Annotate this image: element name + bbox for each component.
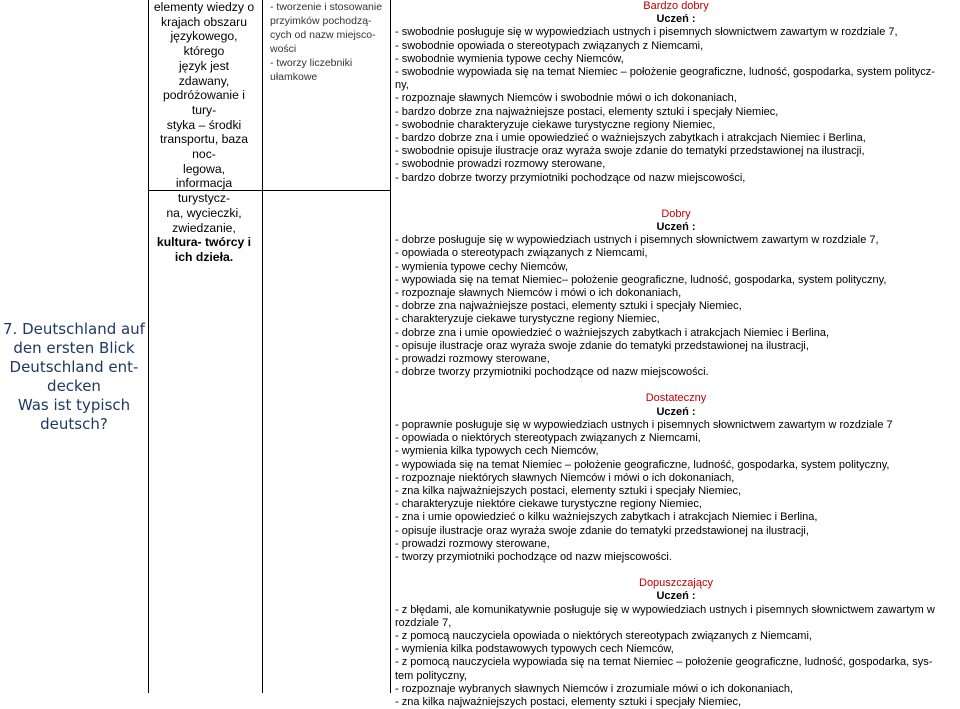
criterion-line: - swobodnie wypowiada się na temat Niemiec – położenie geograficzne, ludność, gospodarka, system politycz- [395,66,935,79]
content-line: styka – środki [166,117,242,132]
column-divider [148,0,149,693]
student-label: Uczeń : [656,590,696,603]
content-line: zwiedzanie, [172,220,236,235]
topic-line: Deutschland ent- [9,358,139,376]
content-line: zdawany, [178,73,230,88]
content-line: kultura- twórcy i [156,235,252,250]
grade-block-dopuszczajacy [395,577,957,709]
criterion-line: tem polityczny, [395,669,467,682]
grammar-line: - tworzenie i stosowanie [270,1,383,13]
criterion-line: - zna i umie opowiedzieć o kilku ważniejszych zabytkach i atrakcjach Niemiec i Berlina, [395,511,818,524]
content-line: transportu, baza noc- [159,132,249,162]
topic-cell [0,320,148,434]
criterion-line: - bardzo dobrze tworzy przymiotniki pochodzące od nazw miejscowości, [395,171,746,184]
content-line: na, wycieczki, [166,205,242,220]
criterion-line: - z pomocą nauczyciela opowiada o niektórych stereotypach związanych z Niemcami, [395,629,812,642]
criterion-line: - swobodnie charakteryzuje ciekawe turystyczne regiony Niemiec, [395,118,716,131]
grade-block-dobry [395,208,957,380]
criteria-cell [395,0,957,709]
criterion-line: - swobodnie opisuje ilustracje oraz wyraża swoje zdanie do tematyki przedstawionej na ilustracji, [395,145,865,158]
criterion-line: - swobodnie prowadzi rozmowy sterowane, [395,158,606,171]
content-line: legowa, [182,161,225,176]
criterion-line: - opisuje ilustracje oraz wyraża swoje zdanie do tematyki przedstawionej na ilustracji, [395,524,809,537]
topic-line: den ersten Blick [13,339,135,357]
criterion-line: - wymienia typowe cechy Niemców, [395,260,569,273]
grammar-line: ułamkowe [270,71,318,83]
content-line: język jest [178,58,230,73]
content-line: informacja turystycz- [175,176,233,206]
criterion-line: - poprawnie posługuje się w wypowiedziach ustnych i pisemnych słownictwem zawartym w rozdziale 7 [395,418,893,431]
criterion-line: - rozpoznaje niektórych sławnych Niemców i mówi o ich dokonaniach, [395,471,735,484]
criterion-line: - z błędami, ale komunikatywnie posługuje się w wypowiedziach ustnych i pisemnych słownictwem zawartym w [395,603,935,616]
topic-line: decken [47,377,101,395]
grade-title: Bardzo dobry [643,0,709,12]
criterion-line: - swobodnie posługuje się w wypowiedziach ustnych i pisemnych słownictwem zawartym w rozdziale 7, [395,26,898,39]
criterion-line: - zna kilka najważniejszych postaci, elementy sztuki i specjały Niemiec, [395,695,742,708]
criterion-line: - rozpoznaje wybranych sławnych Niemców i zrozumiale mówi o ich dokonaniach, [395,682,794,695]
criterion-line: - opisuje ilustracje oraz wyraża swoje zdanie do tematyki przedstawionej na ilustracji, [395,339,809,352]
criterion-line: - swobodnie opowiada o stereotypach związanych z Niemcami, [395,39,704,52]
grade-title: Dopuszczający [639,577,713,590]
content-cell [152,0,256,265]
criterion-line: - rozpoznaje sławnych Niemców i swobodnie mówi o ich dokonaniach, [395,92,737,105]
grade-title: Dostateczny [645,392,707,405]
student-label: Uczeń : [656,405,696,418]
grammar-line: przyimków pochodzą- [270,15,372,27]
grammar-line: - tworzy liczebniki [270,57,353,69]
criterion-line: - swobodnie wymienia typowe cechy Niemców, [395,52,624,65]
criterion-line: - wypowiada się na temat Niemiec– położenie geograficzne, ludność, gospodarka, system polityczny, [395,273,887,286]
grammar-line: cych od nazw miejsco- [270,29,376,41]
grade-block-dostateczny [395,392,957,564]
criterion-line: - dobrze zna najważniejsze postaci, elementy sztuki i specjały Niemiec, [395,300,742,313]
criterion-line: - opowiada o niektórych stereotypach związanych z Niemcami, [395,432,701,445]
criterion-line: - prowadzi rozmowy sterowane, [395,537,550,550]
criterion-line: - bardzo dobrze zna najważniejsze postaci, elementy sztuki i specjały Niemiec, [395,105,779,118]
content-line: elementy wiedzy o [153,0,255,14]
topic-line: 7. Deutschland auf [3,320,145,338]
criterion-line: - dobrze posługuje się w wypowiedziach ustnych i pisemnych słownictwem zawartym w rozdziale 7, [395,234,879,247]
column-divider [390,0,391,693]
topic-line: Was ist typisch [17,396,131,414]
grade-block-bardzo-dobry [395,0,957,185]
criterion-line: - wymienia kilka typowych cech Niemców, [395,445,599,458]
grade-title: Dobry [661,207,691,220]
criterion-line: - wymienia kilka podstawowych typowych cech Niemców, [395,643,674,656]
criterion-line: - z pomocą nauczyciela wypowiada się na temat Niemiec – położenie geograficzne, ludność, gospodarka, sys- [395,656,933,669]
criterion-line: - charakteryzuje niektóre ciekawe turystyczne regiony Niemiec, [395,498,702,511]
topic-line: deutsch? [40,415,108,433]
criterion-line: - prowadzi rozmowy sterowane, [395,353,550,366]
student-label: Uczeń : [656,221,696,234]
criterion-line: - dobrze tworzy przymiotniki pochodzące od nazw miejscowości. [395,366,709,379]
criterion-line: - zna kilka najważniejszych postaci, elementy sztuki i specjały Niemiec, [395,484,742,497]
content-line: ich dzieła. [174,249,234,264]
criterion-line: - wypowiada się na temat Niemiec – położenie geograficzne, ludność, gospodarka, system polityczny, [395,458,890,471]
column-divider [262,0,263,693]
grammar-line: wości [270,43,297,55]
criterion-line: - bardzo dobrze zna i umie opowiedzieć o ważniejszych zabytkach i atrakcjach Niemiec i Berlina, [395,132,866,145]
criterion-line: - tworzy przymiotniki pochodzące od nazw miejscowości. [395,550,672,563]
student-label: Uczeń : [656,13,696,26]
grammar-cell [270,0,388,84]
criterion-line: - dobrze zna i umie opowiedzieć o ważniejszych zabytkach i atrakcjach Niemiec i Berlina, [395,326,830,339]
content-line: podróżowanie i tury- [163,88,245,117]
criterion-line: ny, [395,79,409,92]
criterion-line: - charakteryzuje ciekawe turystyczne regiony Niemiec, [395,313,660,326]
criterion-line: rozdziale 7, [395,616,452,629]
criterion-line: - rozpoznaje sławnych Niemców i mówi o ich dokonaniach, [395,287,682,300]
content-line: językowego, którego [170,29,238,59]
criterion-line: - opowiada o stereotypach związanych z Niemcami, [395,247,648,260]
content-line: krajach obszaru [160,14,248,29]
